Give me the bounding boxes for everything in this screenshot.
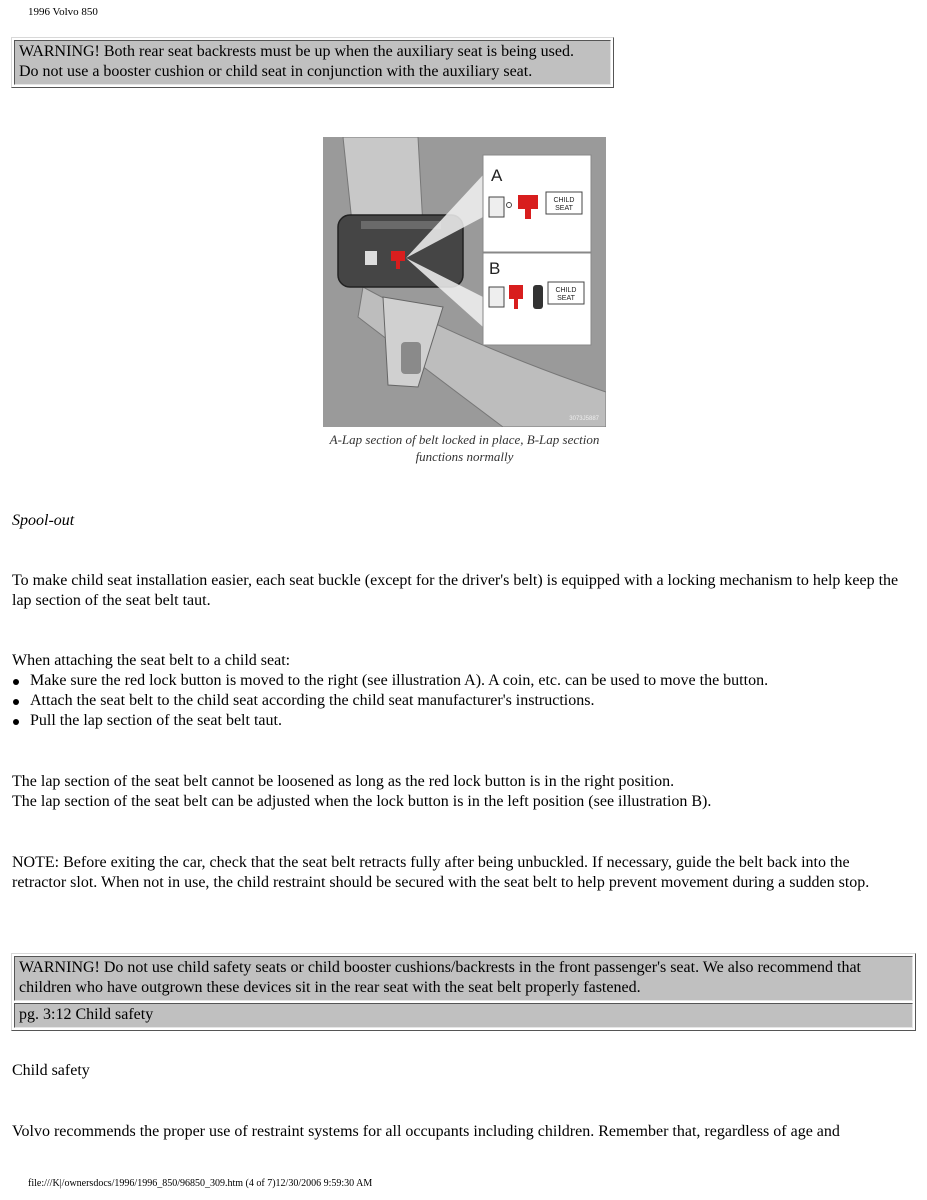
seat-belt-buckle-illustration	[323, 137, 606, 427]
child-seat-label-a-line1: CHILD	[553, 197, 575, 204]
note-paragraph: NOTE: Before exiting the car, check that the seat belt retracts fully after being unbuckled. If necessary, guide the belt back into the retractor slot. When not in use, the child restraint should be secured with the seat belt to help prevent movement during a sudden stop.	[12, 854, 870, 891]
page-reference-cell: pg. 3:12 Child safety	[14, 1003, 913, 1028]
list-item	[12, 711, 907, 731]
warning-text-cell: WARNING! Do not use child safety seats or child booster cushions/backrests in the front passenger's seat. We also recommend that children who have outgrown these devices sit in the rear seat with the seat belt properly fastened.	[14, 956, 913, 1001]
paragraph-intro: To make child seat installation easier, each seat buckle (except for the driver's belt) is equipped with a locking mechanism to help keep the lap section of the seat belt taut.	[12, 572, 899, 609]
seat-belt-lock-figure	[323, 137, 606, 467]
document-footer: file:///K|/ownersdocs/1996/1996_850/96850_309.htm (4 of 7)12/30/2006 9:59:30 AM	[28, 1178, 373, 1189]
document-header: 1996 Volvo 850	[28, 6, 98, 18]
warning-text-cell	[14, 40, 611, 85]
warning-line-1: WARNING! Both rear seat backrests must be up when the auxiliary seat is being used.	[19, 43, 574, 60]
step-text: Make sure the red lock button is moved to the right (see illustration A). A coin, etc. can be used to move the button.	[30, 672, 769, 689]
bullet-icon	[13, 719, 19, 725]
section-heading-child-safety: Child safety	[12, 1062, 90, 1079]
steps-list	[12, 671, 907, 731]
buckle-seat-icon	[365, 251, 377, 265]
warning-line-2: Do not use a booster cushion or child seat in conjunction with the auxiliary seat.	[19, 63, 533, 80]
figure-caption: A-Lap section of belt locked in place, B-Lap section functions normally	[329, 432, 600, 464]
list-intro: When attaching the seat belt to a child seat:	[12, 652, 291, 669]
buckle-slot	[361, 221, 441, 229]
step-text: Pull the lap section of the seat belt taut.	[30, 712, 282, 729]
warning-box-auxiliary-seat	[11, 37, 614, 88]
child-seat-label-b-line1: CHILD	[555, 287, 577, 294]
latch-plate-slot	[401, 342, 421, 374]
list-item	[12, 691, 907, 711]
bullet-icon	[13, 699, 19, 705]
section-heading-spool-out: Spool-out	[12, 512, 75, 529]
lock-notes	[12, 772, 907, 812]
lock-slot-b	[533, 285, 543, 309]
lock-note-line-2: The lap section of the seat belt can be adjusted when the lock button is in the left position (see illustration B).	[12, 793, 712, 810]
image-code: 3073J5887	[569, 416, 599, 422]
bullet-icon	[13, 679, 19, 685]
paragraph-final: Volvo recommends the proper use of restraint systems for all occupants including children. Remember that, regardless of age and	[12, 1123, 840, 1140]
callout-label-a: A	[491, 166, 503, 185]
seat-icon-a	[489, 197, 504, 217]
child-seat-label-b-line2: SEAT	[557, 295, 575, 302]
step-text: Attach the seat belt to the child seat according the child seat manufacturer's instructions.	[30, 692, 595, 709]
list-item	[12, 671, 907, 691]
seat-icon-b	[489, 287, 504, 307]
callout-label-b: B	[489, 259, 501, 278]
child-seat-label-a-line2: SEAT	[555, 205, 573, 212]
warning-box-front-seat	[11, 953, 916, 1031]
lock-note-line-1: The lap section of the seat belt cannot be loosened as long as the red lock button is in the right position.	[12, 773, 675, 790]
